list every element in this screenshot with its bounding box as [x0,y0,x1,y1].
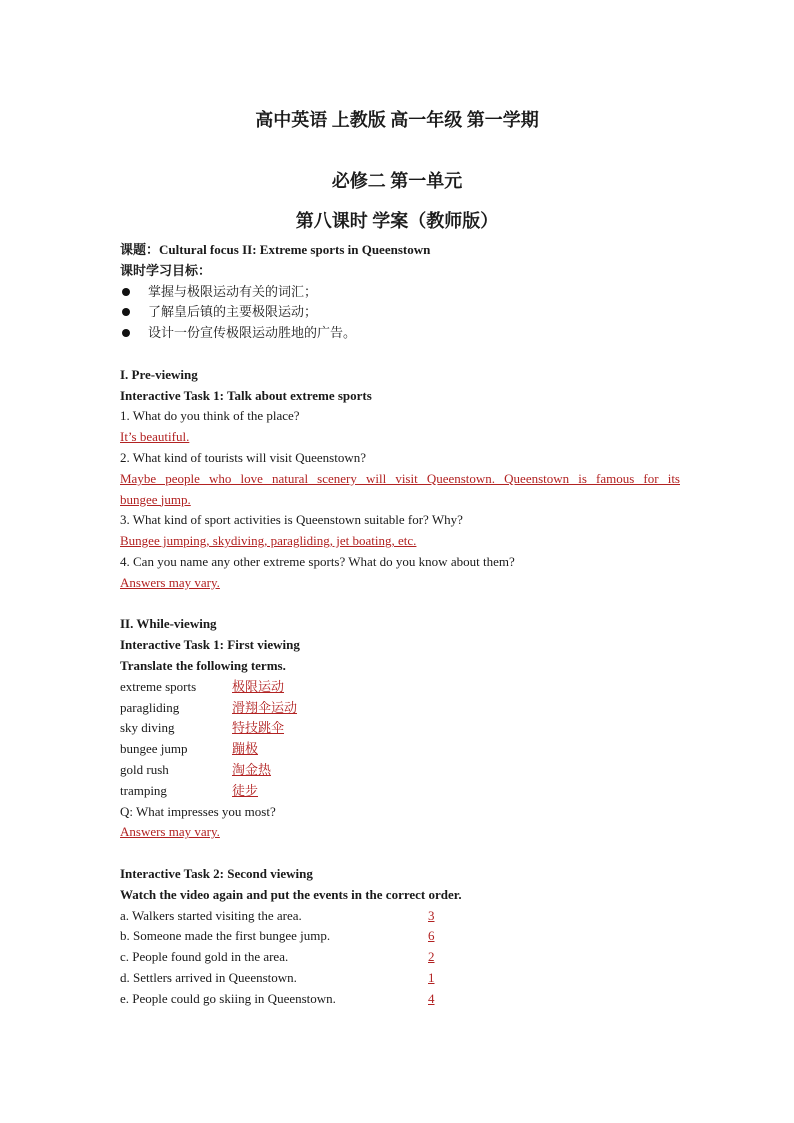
question: 3. What kind of sport activities is Queenstown suitable for? Why? [120,512,463,528]
question: 4. Can you name any other extreme sports? What do you know about them? [120,553,515,569]
topic-label: 课题： [120,242,160,257]
event-row [120,989,680,1010]
event-order: 1 [428,969,435,985]
answer: It’s beautiful. [120,429,190,445]
lesson-title: 第八课时 学案（教师版） [295,211,499,231]
term-row [120,718,680,739]
answer: Answers may vary. [120,824,220,840]
answer: Maybe people who love natural scenery will visit Queenstown. Queenstown is famous for its [120,470,680,486]
term-zh: 特技跳伞 [232,720,285,736]
objective-item [120,302,680,323]
document-body [120,240,680,1009]
term-en: extreme sports [120,678,197,694]
bullet-icon [122,308,130,316]
event-row [120,926,680,947]
event-order: 2 [428,949,435,965]
event-row [120,968,680,989]
unit-title: 必修二 第一单元 [331,171,463,191]
objective-item [120,282,680,303]
objective-text: 了解皇后镇的主要极限运动； [148,304,318,320]
task-heading: Interactive Task 1: Talk about extreme sports [120,387,372,403]
term-zh: 滑翔伞运动 [232,699,298,715]
term-row [120,677,680,698]
question: 2. What kind of tourists will visit Queenstown? [120,449,367,465]
term-row [120,698,680,719]
event-row [120,906,680,927]
term-row [120,781,680,802]
bullet-icon [122,288,130,296]
term-en: gold rush [120,761,169,777]
answer: bungee jump. [120,491,191,507]
objective-text: 掌握与极限运动有关的词汇； [148,283,318,299]
event-order: 3 [428,907,435,923]
term-en: tramping [120,782,167,798]
term-en: bungee jump [120,741,188,757]
objectives-label: 课时学习目标： [120,262,212,278]
topic-line [120,240,680,261]
term-zh: 极限运动 [232,678,285,694]
event-text: b. Someone made the first bungee jump. [120,928,331,944]
term-zh: 淘金热 [232,761,272,777]
term-en: sky diving [120,720,175,736]
event-text: e. People could go skiing in Queenstown. [120,990,336,1006]
event-text: a. Walkers started visiting the area. [120,907,302,923]
task-heading: Interactive Task 1: First viewing [120,637,300,653]
question: Q: What impresses you most? [120,803,276,819]
objective-text: 设计一份宣传极限运动胜地的广告。 [148,325,357,341]
term-en: paragliding [120,699,180,715]
task-heading: Interactive Task 2: Second viewing [120,865,313,881]
section-heading-previewing: I. Pre-viewing [120,366,198,382]
document-title: 高中英语 上教版 高一年级 第一学期 [255,110,539,130]
event-order: 4 [428,990,435,1006]
event-order: 6 [428,928,435,944]
instruction: Translate the following terms. [120,657,286,673]
event-text: d. Settlers arrived in Queenstown. [120,969,297,985]
answer: Answers may vary. [120,574,220,590]
instruction: Watch the video again and put the events in the correct order. [120,886,462,902]
term-zh: 徒步 [232,782,259,798]
question: 1. What do you think of the place? [120,408,300,424]
term-row [120,739,680,760]
event-row [120,947,680,968]
term-row [120,760,680,781]
term-zh: 蹦极 [232,741,259,757]
answer: Bungee jumping, skydiving, paragliding, jet boating, etc. [120,533,417,549]
section-heading-whileviewing: II. While-viewing [120,616,217,632]
event-text: c. People found gold in the area. [120,949,289,965]
bullet-icon [122,329,130,337]
objective-item [120,323,680,344]
topic-text: Cultural focus II: Extreme sports in Queenstown [159,242,431,257]
